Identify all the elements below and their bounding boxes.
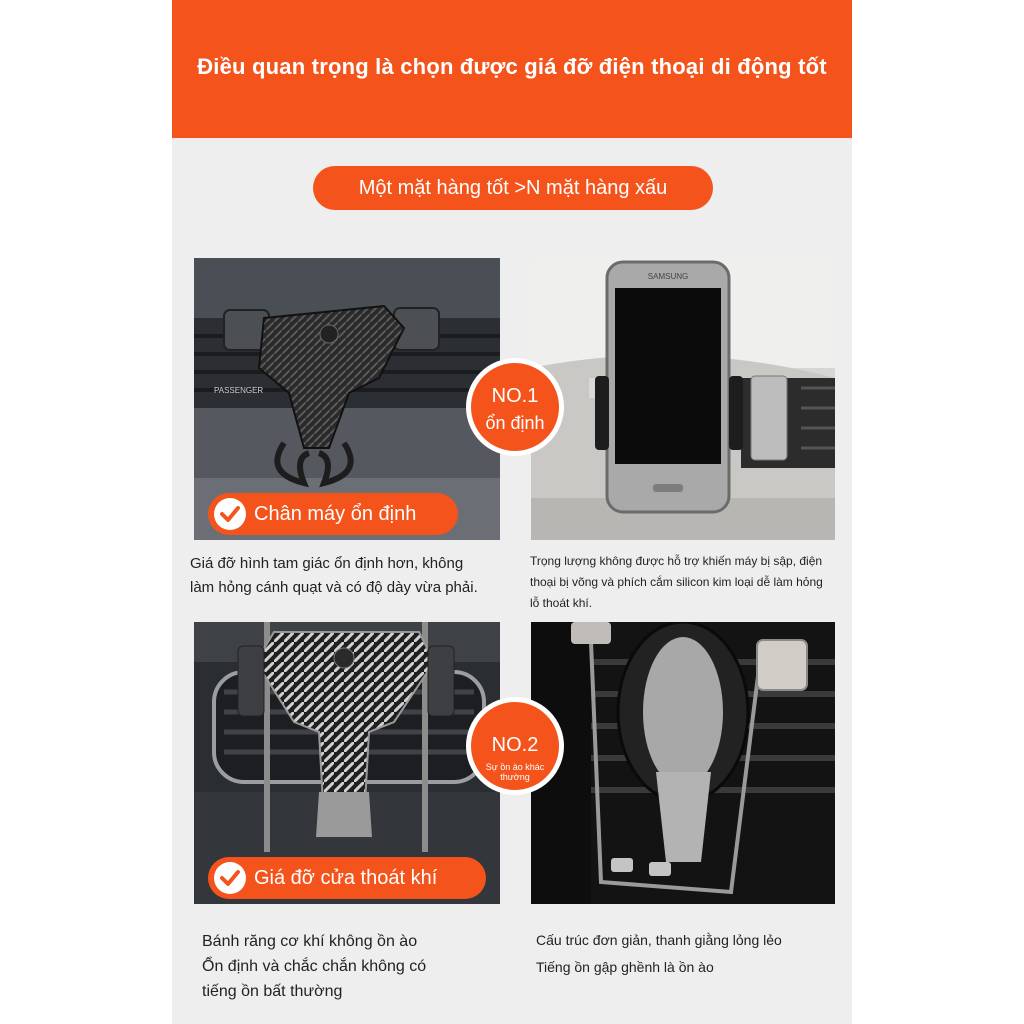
caption-row2-left: [202, 929, 426, 1004]
subtitle-pill: Một mặt hàng tốt >N mặt hàng xấu: [313, 166, 713, 210]
check-icon: [214, 498, 246, 530]
header-banner: [172, 0, 852, 138]
caption-row1-right: [530, 551, 823, 614]
caption-line: Trọng lượng không được hỗ trợ khiến máy bị sập, điện: [530, 554, 823, 568]
caption-line: Bánh răng cơ khí không ồn ào: [202, 933, 418, 950]
check-icon: [214, 862, 246, 894]
vent-text: PASSENGER: [214, 386, 264, 395]
badge-no2: [466, 697, 564, 795]
caption-line: Ổn định và chắc chắn không có: [202, 958, 427, 975]
label-air-vent-holder-text: Giá đỡ cửa thoát khí: [254, 867, 438, 889]
badge-no1: [466, 358, 564, 456]
phone-brand: SAMSUNG: [647, 272, 689, 281]
caption-line: Tiếng ồn gập ghềnh là ồn ào: [536, 959, 714, 975]
badge-no1-number: NO.1: [491, 385, 539, 407]
label-stable-tripod: [208, 493, 458, 535]
caption-row2-right: [536, 927, 782, 981]
caption-line: lỗ thoát khí.: [530, 596, 593, 610]
caption-line: Giá đỡ hình tam giác ổn định hơn, không: [190, 555, 464, 572]
photo-bad-holder-noisy: [531, 622, 835, 904]
caption-row1-left: [190, 552, 478, 600]
caption-line: làm hỏng cánh quạt và có độ dày vừa phải.: [190, 579, 478, 596]
caption-line: thoại bị võng và phích cắm silicon kim loại dễ làm hỏng: [530, 575, 823, 589]
label-stable-tripod-text: Chân máy ổn định: [254, 503, 417, 525]
photo-bad-holder-sagging: [531, 258, 835, 540]
caption-line: tiếng ồn bất thường: [202, 983, 343, 1000]
header-title: Điều quan trọng là chọn được giá đỡ điện thoại di động tốt: [197, 54, 827, 79]
badge-no2-number: NO.2: [491, 734, 539, 756]
badge-no2-text: Sự ồn ào khác thường: [485, 762, 545, 782]
caption-line: Cấu trúc đơn giản, thanh giằng lỏng lẻo: [536, 932, 782, 948]
product-page: [172, 0, 852, 1024]
label-air-vent-holder: [208, 857, 486, 899]
badge-no1-text: ổn định: [485, 413, 545, 433]
